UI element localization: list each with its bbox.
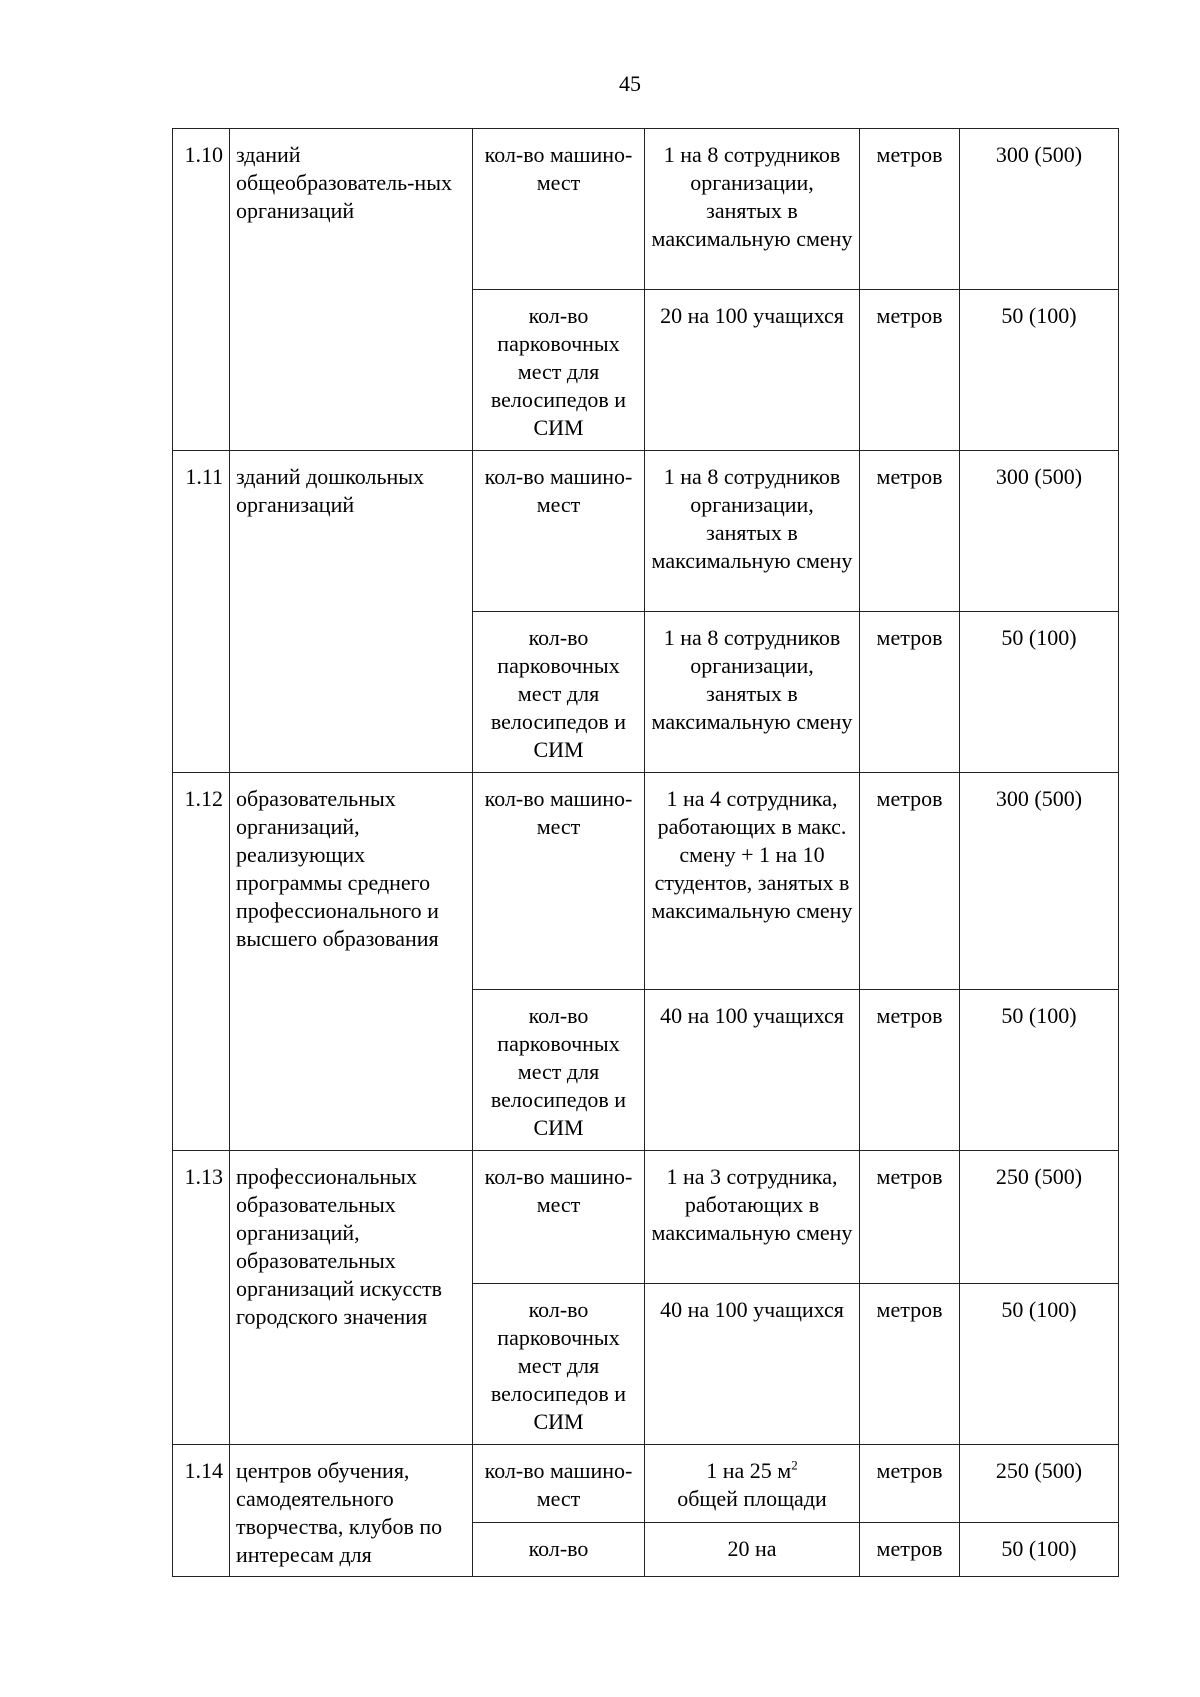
- table-row: [173, 451, 1119, 612]
- norm: 20 на: [645, 1523, 860, 1577]
- norm: 40 на 100 учащихся: [645, 1284, 860, 1445]
- table-row: [173, 1151, 1119, 1284]
- indicator: кол-во машино-мест: [473, 451, 645, 612]
- unit: метров: [860, 773, 960, 990]
- norm-area-superscript: 2: [791, 1457, 798, 1473]
- distance-value: 300 (500): [960, 773, 1119, 990]
- unit: метров: [860, 1151, 960, 1284]
- object-name: образовательных организаций, реализующих программы среднего профессионального и высшего образования: [230, 773, 473, 1151]
- unit: метров: [860, 1523, 960, 1577]
- indicator: кол-во парковочных мест для велосипедов и СИМ: [473, 990, 645, 1151]
- norm: 1 на 3 сотрудника, работающих в максимальную смену: [645, 1151, 860, 1284]
- object-name: зданий общеобразователь-ных организаций: [230, 129, 473, 451]
- unit: метров: [860, 1445, 960, 1523]
- norm-area-text: 1 на 25 м: [706, 1458, 792, 1483]
- unit: метров: [860, 290, 960, 451]
- table-row: [173, 1445, 1119, 1523]
- indicator: кол-во: [473, 1523, 645, 1577]
- unit: метров: [860, 451, 960, 612]
- indicator: кол-во машино-мест: [473, 773, 645, 990]
- norm: 20 на 100 учащихся: [645, 290, 860, 451]
- indicator: кол-во парковочных мест для велосипедов и СИМ: [473, 290, 645, 451]
- indicator: кол-во машино-мест: [473, 129, 645, 290]
- row-number: 1.13: [173, 1151, 230, 1445]
- unit: метров: [860, 129, 960, 290]
- parking-norms-table: [172, 128, 1119, 1577]
- distance-value: 250 (500): [960, 1445, 1119, 1523]
- object-name: центров обучения, самодеятельного творчества, клубов по интересам для: [230, 1445, 473, 1577]
- indicator: кол-во машино-мест: [473, 1151, 645, 1284]
- norm: 40 на 100 учащихся: [645, 990, 860, 1151]
- indicator: кол-во парковочных мест для велосипедов и СИМ: [473, 1284, 645, 1445]
- unit: метров: [860, 612, 960, 773]
- indicator: кол-во парковочных мест для велосипедов и СИМ: [473, 612, 645, 773]
- distance-value: 50 (100): [960, 1284, 1119, 1445]
- distance-value: 50 (100): [960, 990, 1119, 1151]
- unit: метров: [860, 990, 960, 1151]
- norm-area-suffix: общей площади: [677, 1486, 827, 1511]
- unit: метров: [860, 1284, 960, 1445]
- row-number: 1.11: [173, 451, 230, 773]
- distance-value: 50 (100): [960, 612, 1119, 773]
- distance-value: 50 (100): [960, 1523, 1119, 1577]
- distance-value: 300 (500): [960, 129, 1119, 290]
- norm: 1 на 4 сотрудника, работающих в макс. смену + 1 на 10 студентов, занятых в максимальную смену: [645, 773, 860, 990]
- distance-value: 50 (100): [960, 290, 1119, 451]
- table-row: [173, 773, 1119, 990]
- distance-value: 300 (500): [960, 451, 1119, 612]
- object-name: зданий дошкольных организаций: [230, 451, 473, 773]
- table-row: [173, 129, 1119, 290]
- distance-value: 250 (500): [960, 1151, 1119, 1284]
- row-number: 1.12: [173, 773, 230, 1151]
- row-number: 1.10: [173, 129, 230, 451]
- indicator: кол-во машино-мест: [473, 1445, 645, 1523]
- norm: 1 на 8 сотрудников организации, занятых в максимальную смену: [645, 129, 860, 290]
- row-number: 1.14: [173, 1445, 230, 1577]
- norm: 1 на 8 сотрудников организации, занятых в максимальную смену: [645, 451, 860, 612]
- object-name: профессиональных образовательных организаций, образовательных организаций искусств городского значения: [230, 1151, 473, 1445]
- norm: 1 на 8 сотрудников организации, занятых в максимальную смену: [645, 612, 860, 773]
- page-number: 45: [619, 71, 641, 96]
- norm: [645, 1445, 860, 1523]
